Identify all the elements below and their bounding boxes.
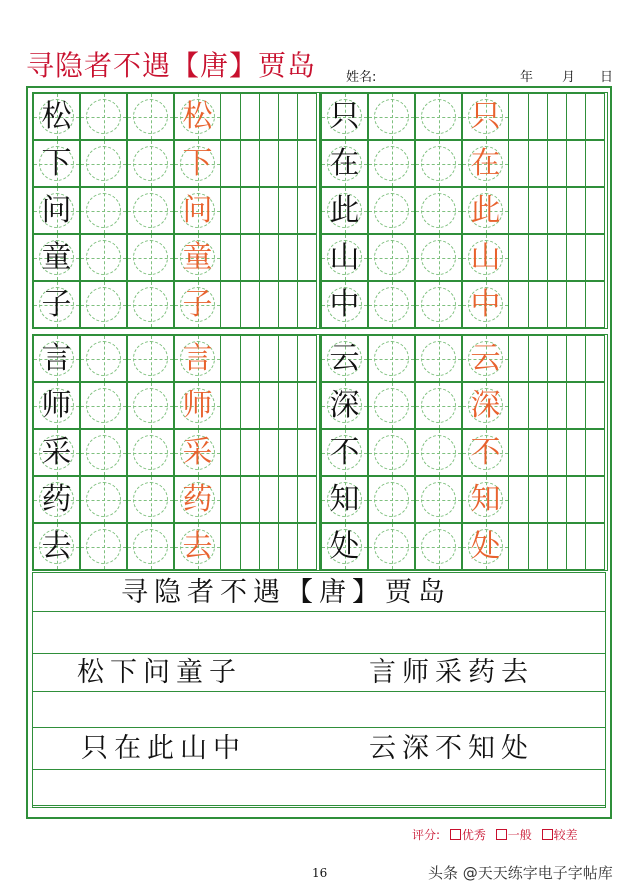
practice-cell xyxy=(462,234,509,281)
stroke-grid xyxy=(509,187,605,234)
model-character: 下 xyxy=(41,145,72,181)
practice-cell xyxy=(415,382,462,429)
stroke-grid xyxy=(221,140,317,187)
page-number: 16 xyxy=(312,866,328,880)
model-character: 只 xyxy=(329,98,360,134)
trace-character: 处 xyxy=(470,528,501,564)
practice-cell xyxy=(127,382,174,429)
practice-cell xyxy=(462,335,509,382)
practice-cell xyxy=(33,382,80,429)
trace-character: 言 xyxy=(182,340,213,376)
stroke-grid xyxy=(509,140,605,187)
month-label: 月 xyxy=(562,70,576,85)
practice-cell xyxy=(415,523,462,570)
model-character: 童 xyxy=(41,239,72,275)
practice-cell xyxy=(127,476,174,523)
page-title: 寻隐者不遇【唐】贾岛 xyxy=(26,49,317,82)
practice-cell xyxy=(321,523,368,570)
year-label: 年 xyxy=(520,70,534,85)
poem-title: 寻隐者不遇【唐】贾岛 xyxy=(121,577,451,608)
trace-character: 采 xyxy=(182,434,213,470)
practice-cell xyxy=(321,429,368,476)
practice-cell xyxy=(127,523,174,570)
practice-cell xyxy=(80,429,127,476)
model-character: 山 xyxy=(329,239,360,275)
practice-cell xyxy=(415,281,462,328)
practice-cell xyxy=(80,234,127,281)
score-row xyxy=(412,826,578,843)
model-character: 不 xyxy=(329,434,360,470)
practice-cell xyxy=(462,140,509,187)
practice-cell xyxy=(174,523,221,570)
poem-section xyxy=(32,572,606,808)
practice-cell xyxy=(33,476,80,523)
stroke-grid xyxy=(221,234,317,281)
practice-cell xyxy=(174,429,221,476)
practice-cell xyxy=(33,187,80,234)
practice-cell xyxy=(174,187,221,234)
practice-cell xyxy=(368,429,415,476)
practice-cell xyxy=(462,429,509,476)
practice-cell xyxy=(33,140,80,187)
practice-cell xyxy=(80,187,127,234)
practice-panel xyxy=(32,334,320,571)
practice-cell xyxy=(321,335,368,382)
poem-line-3: 只在此山中 xyxy=(81,733,246,764)
model-character: 去 xyxy=(41,528,72,564)
practice-cell xyxy=(80,523,127,570)
practice-cell xyxy=(321,234,368,281)
trace-character: 不 xyxy=(470,434,501,470)
practice-cell xyxy=(174,382,221,429)
stroke-grid xyxy=(221,187,317,234)
stroke-grid xyxy=(509,281,605,328)
trace-character: 云 xyxy=(470,340,501,376)
practice-cell xyxy=(174,93,221,140)
practice-cell xyxy=(174,335,221,382)
name-label: 姓名: xyxy=(346,70,377,85)
practice-cell xyxy=(368,523,415,570)
practice-cell xyxy=(33,429,80,476)
model-character: 在 xyxy=(329,145,360,181)
stroke-grid xyxy=(509,234,605,281)
model-character: 师 xyxy=(41,387,72,423)
trace-character: 子 xyxy=(182,286,213,322)
practice-cell xyxy=(368,281,415,328)
practice-cell xyxy=(415,234,462,281)
model-character: 子 xyxy=(41,286,72,322)
stroke-grid xyxy=(509,382,605,429)
stroke-grid xyxy=(221,335,317,382)
practice-cell xyxy=(127,93,174,140)
model-character: 云 xyxy=(329,340,360,376)
practice-cell xyxy=(462,93,509,140)
day-label: 日 xyxy=(600,70,614,85)
practice-cell xyxy=(368,335,415,382)
practice-cell xyxy=(368,93,415,140)
trace-character: 深 xyxy=(470,387,501,423)
practice-cell xyxy=(33,335,80,382)
trace-character: 问 xyxy=(182,192,213,228)
practice-cell xyxy=(462,382,509,429)
trace-character: 童 xyxy=(182,239,213,275)
practice-cell xyxy=(80,93,127,140)
practice-cell xyxy=(174,234,221,281)
practice-cell xyxy=(80,140,127,187)
poem-line-1: 松下问童子 xyxy=(77,657,242,688)
score-option-poor: 较差 xyxy=(553,828,578,842)
stroke-grid xyxy=(221,281,317,328)
trace-character: 师 xyxy=(182,387,213,423)
stroke-grid xyxy=(221,476,317,523)
model-character: 采 xyxy=(41,434,72,470)
practice-cell xyxy=(462,523,509,570)
stroke-grid xyxy=(221,382,317,429)
practice-cell xyxy=(174,476,221,523)
practice-cell xyxy=(127,140,174,187)
practice-cell xyxy=(321,93,368,140)
practice-cell xyxy=(462,187,509,234)
practice-cell xyxy=(368,234,415,281)
trace-character: 下 xyxy=(182,145,213,181)
stroke-grid xyxy=(509,429,605,476)
checkbox-excellent[interactable] xyxy=(450,829,461,840)
stroke-grid xyxy=(509,335,605,382)
model-character: 处 xyxy=(329,528,360,564)
stroke-grid xyxy=(509,93,605,140)
stroke-grid xyxy=(509,476,605,523)
checkbox-average[interactable] xyxy=(496,829,507,840)
trace-character: 药 xyxy=(182,481,213,517)
trace-character: 去 xyxy=(182,528,213,564)
practice-cell xyxy=(80,476,127,523)
practice-cell xyxy=(368,140,415,187)
trace-character: 中 xyxy=(470,286,501,322)
practice-cell xyxy=(174,140,221,187)
practice-cell xyxy=(321,281,368,328)
stroke-grid xyxy=(221,93,317,140)
practice-cell xyxy=(462,281,509,328)
watermark: 头条 @天天练字电子字帖库 xyxy=(428,864,613,882)
practice-cell xyxy=(33,523,80,570)
practice-cell xyxy=(127,281,174,328)
practice-cell xyxy=(80,335,127,382)
model-character: 此 xyxy=(329,192,360,228)
practice-cell xyxy=(127,234,174,281)
practice-cell xyxy=(321,187,368,234)
practice-cell xyxy=(321,382,368,429)
poem-line-4: 云深不知处 xyxy=(369,733,534,764)
model-character: 松 xyxy=(41,98,72,134)
stroke-grid xyxy=(221,429,317,476)
trace-character: 只 xyxy=(470,98,501,134)
practice-cell xyxy=(415,140,462,187)
practice-cell xyxy=(415,93,462,140)
trace-character: 知 xyxy=(470,481,501,517)
practice-cell xyxy=(368,476,415,523)
practice-cell xyxy=(80,281,127,328)
practice-panel xyxy=(320,334,608,571)
practice-cell xyxy=(127,187,174,234)
practice-cell xyxy=(415,335,462,382)
practice-cell xyxy=(415,187,462,234)
trace-character: 此 xyxy=(470,192,501,228)
practice-cell xyxy=(321,476,368,523)
practice-cell xyxy=(321,140,368,187)
stroke-grid xyxy=(221,523,317,570)
practice-cell xyxy=(33,234,80,281)
checkbox-poor[interactable] xyxy=(542,829,553,840)
model-character: 药 xyxy=(41,481,72,517)
model-character: 问 xyxy=(41,192,72,228)
practice-panel xyxy=(320,92,608,329)
practice-cell xyxy=(127,429,174,476)
practice-cell xyxy=(368,187,415,234)
practice-cell xyxy=(33,93,80,140)
model-character: 深 xyxy=(329,387,360,423)
trace-character: 松 xyxy=(182,98,213,134)
trace-character: 山 xyxy=(470,239,501,275)
model-character: 言 xyxy=(41,340,72,376)
score-label: 评分: xyxy=(412,828,441,842)
practice-panel xyxy=(32,92,320,329)
practice-cell xyxy=(415,429,462,476)
trace-character: 在 xyxy=(470,145,501,181)
practice-cell xyxy=(80,382,127,429)
practice-cell xyxy=(415,476,462,523)
score-option-average: 一般 xyxy=(507,828,532,842)
model-character: 知 xyxy=(329,481,360,517)
score-option-excellent: 优秀 xyxy=(461,828,486,842)
model-character: 中 xyxy=(329,286,360,322)
practice-cell xyxy=(462,476,509,523)
practice-cell xyxy=(174,281,221,328)
practice-cell xyxy=(127,335,174,382)
stroke-grid xyxy=(509,523,605,570)
poem-line-2: 言师采药去 xyxy=(369,657,534,688)
practice-cell xyxy=(368,382,415,429)
practice-cell xyxy=(33,281,80,328)
